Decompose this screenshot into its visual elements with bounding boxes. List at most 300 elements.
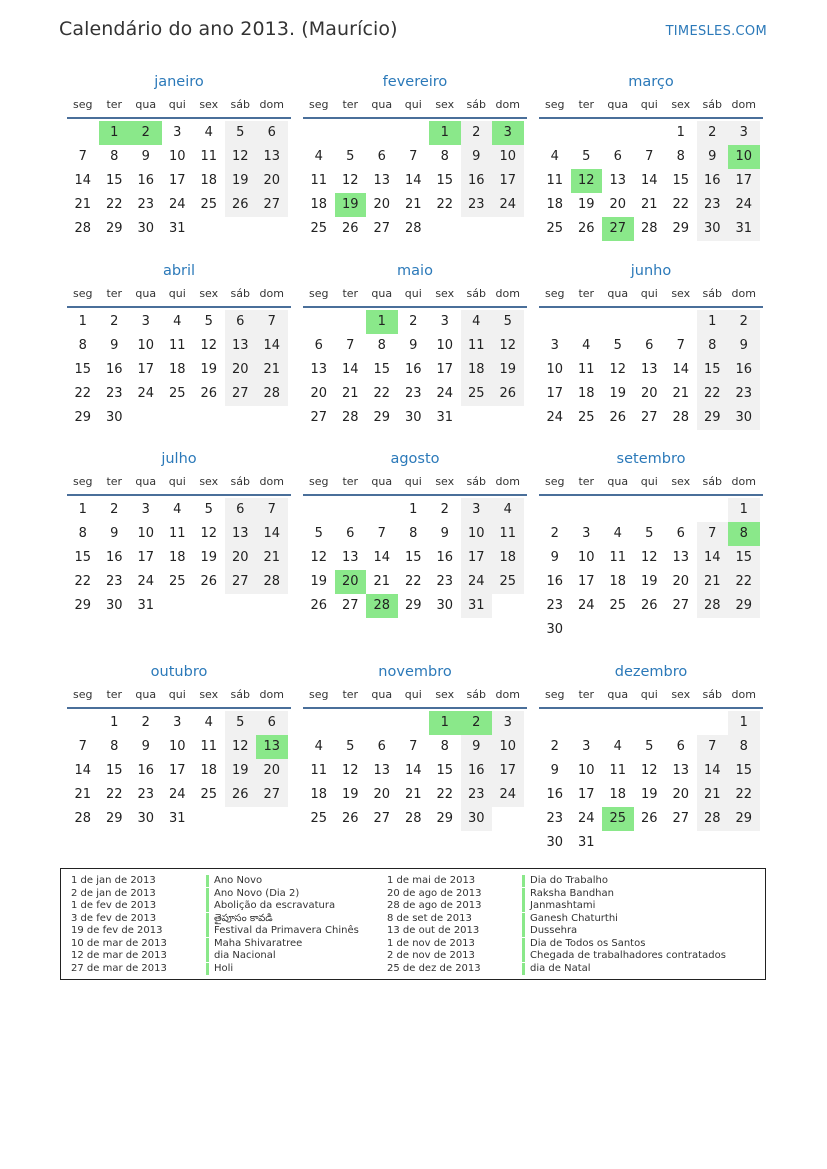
day-cell: 8	[377, 338, 386, 353]
holiday-marker	[206, 963, 209, 975]
holiday-marker	[206, 875, 209, 887]
weekday-label: sex	[435, 287, 455, 300]
day-cell: 3	[582, 739, 591, 754]
empty-day-cell	[634, 498, 666, 522]
day-cell: 4	[582, 338, 591, 353]
legend-holiday-name: Dia do Trabalho	[530, 875, 609, 886]
legend-item	[387, 875, 726, 888]
day-cell: 22	[436, 197, 454, 212]
day-cell: 3	[173, 125, 182, 140]
empty-day-cell	[67, 711, 99, 735]
holiday-day-cell: 3	[492, 121, 524, 145]
day-cell: 8	[440, 149, 449, 164]
day-cell: 9	[141, 739, 150, 754]
day-cell: 2	[440, 502, 449, 517]
empty-day-cell	[256, 217, 288, 241]
month-name: janeiro	[154, 74, 204, 90]
day-cell: 24	[728, 193, 760, 217]
weekday-label: qui	[168, 98, 186, 111]
weekday-label: qua	[135, 287, 157, 300]
weekday-label: sex	[671, 475, 691, 488]
day-cell: 14	[256, 334, 288, 358]
week-row	[67, 522, 291, 546]
weekday-label: dom	[495, 475, 520, 488]
holiday-day-cell: 28	[366, 594, 398, 618]
day-cell: 30	[728, 406, 760, 430]
day-cell: 20	[225, 546, 257, 570]
legend-holiday-name: Ano Novo (Dia 2)	[214, 887, 300, 899]
empty-day-cell	[539, 310, 571, 334]
day-cell: 26	[225, 193, 257, 217]
holiday-day-cell: 10	[728, 145, 760, 169]
week-row	[539, 831, 763, 855]
day-cell: 31	[461, 594, 493, 618]
day-cell: 19	[609, 386, 627, 401]
day-cell: 21	[256, 546, 288, 570]
empty-day-cell	[634, 310, 666, 334]
day-cell: 25	[200, 197, 218, 212]
day-cell: 29	[105, 811, 123, 826]
weekday-header	[67, 473, 291, 496]
day-cell: 22	[105, 197, 123, 212]
empty-day-cell	[571, 618, 603, 642]
day-cell: 18	[310, 787, 328, 802]
weekday-header	[67, 96, 291, 119]
holiday-day-cell: 2	[130, 121, 162, 145]
empty-day-cell	[602, 310, 634, 334]
week-row	[539, 169, 763, 193]
holiday-day-cell: 12	[571, 169, 603, 193]
day-cell: 17	[461, 546, 493, 570]
legend-item	[387, 913, 726, 926]
day-cell: 12	[609, 362, 627, 377]
legend-item	[71, 900, 359, 913]
weekday-label: qua	[607, 287, 629, 300]
week-row	[303, 382, 527, 406]
week-row	[303, 783, 527, 807]
day-cell: 9	[461, 145, 493, 169]
day-cell: 13	[640, 362, 658, 377]
day-cell: 13	[609, 173, 627, 188]
week-row	[67, 783, 291, 807]
day-cell: 28	[404, 221, 422, 236]
week-row	[303, 145, 527, 169]
holiday-day-cell: 27	[602, 217, 634, 241]
holiday-legend	[60, 868, 766, 980]
empty-day-cell	[665, 711, 697, 735]
holiday-marker	[522, 963, 525, 975]
week-row	[539, 618, 763, 642]
day-cell: 26	[492, 382, 524, 406]
week-row	[67, 546, 291, 570]
weekday-label: ter	[578, 688, 595, 701]
holiday-marker	[522, 888, 525, 900]
legend-date: 19 de fev de 2013	[71, 925, 163, 936]
week-row	[303, 358, 527, 382]
weekday-label: qua	[135, 688, 157, 701]
legend-holiday-name: Janmashtami	[530, 900, 596, 911]
day-cell: 15	[697, 358, 729, 382]
day-cell: 13	[310, 362, 328, 377]
week-row	[539, 807, 763, 831]
legend-item	[71, 950, 359, 963]
day-cell: 17	[436, 362, 454, 377]
day-cell: 15	[74, 550, 92, 565]
day-cell: 30	[546, 835, 564, 850]
day-cell: 11	[168, 526, 186, 541]
day-cell: 21	[74, 197, 92, 212]
day-cell: 1	[728, 498, 760, 522]
empty-day-cell	[665, 618, 697, 642]
day-cell: 27	[310, 410, 328, 425]
empty-day-cell	[665, 831, 697, 855]
empty-day-cell	[193, 217, 225, 241]
day-cell: 27	[256, 783, 288, 807]
empty-day-cell	[225, 406, 257, 430]
weekday-label: ter	[106, 98, 123, 111]
day-cell: 19	[225, 759, 257, 783]
day-cell: 7	[346, 338, 355, 353]
day-cell: 9	[141, 149, 150, 164]
empty-day-cell	[303, 121, 335, 145]
day-cell: 20	[609, 197, 627, 212]
day-cell: 20	[373, 197, 391, 212]
holiday-marker	[522, 913, 525, 925]
day-cell: 13	[256, 145, 288, 169]
day-cell: 18	[310, 197, 328, 212]
weekday-header	[539, 686, 763, 709]
weekday-label: qua	[371, 688, 393, 701]
empty-day-cell	[728, 618, 760, 642]
legend-holiday-name: తైపూసం కావడి	[214, 912, 273, 924]
day-cell: 30	[697, 217, 729, 241]
day-cell: 3	[492, 711, 524, 735]
day-cell: 29	[728, 807, 760, 831]
weekday-label: seg	[73, 688, 93, 701]
weekday-label: ter	[578, 98, 595, 111]
weekday-label: ter	[106, 287, 123, 300]
day-cell: 29	[404, 598, 422, 613]
month-name: setembro	[616, 451, 686, 467]
legend-date: 1 de mai de 2013	[387, 875, 476, 886]
day-cell: 2	[110, 502, 119, 517]
day-cell: 28	[256, 382, 288, 406]
weekday-label: ter	[106, 475, 123, 488]
day-cell: 13	[341, 550, 359, 565]
month-outubro	[67, 658, 291, 831]
day-cell: 22	[672, 197, 690, 212]
weekday-label: qui	[168, 287, 186, 300]
day-cell: 15	[436, 173, 454, 188]
legend-item	[387, 925, 726, 938]
legend-holiday-name: dia de Natal	[530, 962, 591, 974]
day-cell: 4	[492, 498, 524, 522]
day-cell: 17	[137, 362, 155, 377]
month-fevereiro	[303, 68, 527, 241]
legend-holiday-name: Festival da Primavera Chinês	[214, 925, 359, 936]
holiday-marker	[522, 875, 525, 887]
day-cell: 16	[137, 763, 155, 778]
day-cell: 12	[200, 338, 218, 353]
day-cell: 26	[310, 598, 328, 613]
day-cell: 19	[577, 197, 595, 212]
week-row	[539, 783, 763, 807]
day-cell: 25	[168, 386, 186, 401]
month-julho	[67, 445, 291, 618]
day-cell: 21	[256, 358, 288, 382]
day-cell: 12	[640, 763, 658, 778]
day-cell: 27	[225, 570, 257, 594]
week-row	[303, 735, 527, 759]
day-cell: 5	[582, 149, 591, 164]
day-cell: 25	[546, 221, 564, 236]
legend-column-left	[71, 875, 359, 975]
empty-day-cell	[193, 594, 225, 618]
month-name: maio	[397, 263, 433, 279]
week-row	[539, 759, 763, 783]
week-row	[303, 193, 527, 217]
day-cell: 15	[105, 763, 123, 778]
legend-column-right	[387, 875, 726, 975]
day-cell: 22	[697, 382, 729, 406]
day-cell: 28	[640, 221, 658, 236]
day-cell: 16	[728, 358, 760, 382]
day-cell: 28	[672, 410, 690, 425]
holiday-day-cell: 20	[335, 570, 367, 594]
day-cell: 31	[168, 221, 186, 236]
day-cell: 18	[461, 358, 493, 382]
day-cell: 19	[225, 169, 257, 193]
day-cell: 1	[409, 502, 418, 517]
day-cell: 15	[728, 759, 760, 783]
day-cell: 29	[436, 811, 454, 826]
holiday-day-cell: 1	[366, 310, 398, 334]
day-cell: 23	[137, 197, 155, 212]
holiday-day-cell: 25	[602, 807, 634, 831]
week-row	[303, 310, 527, 334]
empty-day-cell	[366, 121, 398, 145]
holiday-day-cell: 1	[99, 121, 131, 145]
empty-day-cell	[665, 498, 697, 522]
legend-holiday-name: Chegada de trabalhadores contratados	[530, 950, 726, 961]
month-abril	[67, 257, 291, 430]
day-cell: 15	[728, 546, 760, 570]
day-cell: 19	[200, 362, 218, 377]
week-row	[67, 711, 291, 735]
day-cell: 23	[137, 787, 155, 802]
week-row	[67, 217, 291, 241]
day-cell: 15	[672, 173, 690, 188]
week-row	[539, 334, 763, 358]
day-cell: 26	[200, 386, 218, 401]
weekday-label: qui	[404, 688, 422, 701]
weekday-header	[67, 686, 291, 709]
day-cell: 23	[461, 193, 493, 217]
weekday-label: qui	[404, 98, 422, 111]
weekday-label: qui	[640, 98, 658, 111]
week-row	[539, 711, 763, 735]
day-cell: 29	[697, 406, 729, 430]
weekday-label: qui	[640, 688, 658, 701]
weekday-label: sáb	[702, 475, 722, 488]
day-cell: 14	[373, 550, 391, 565]
day-cell: 12	[310, 550, 328, 565]
legend-item	[71, 888, 359, 901]
weekday-label: seg	[309, 688, 329, 701]
day-cell: 29	[672, 221, 690, 236]
day-cell: 17	[492, 169, 524, 193]
day-cell: 14	[74, 763, 92, 778]
day-cell: 6	[225, 310, 257, 334]
day-cell: 6	[314, 338, 323, 353]
brand-link[interactable]: TIMESLES.COM	[665, 24, 767, 39]
weekday-label: ter	[578, 287, 595, 300]
legend-date: 2 de jan de 2013	[71, 887, 156, 899]
day-cell: 28	[256, 570, 288, 594]
day-cell: 23	[728, 382, 760, 406]
day-cell: 13	[225, 334, 257, 358]
weekday-label: sáb	[230, 475, 250, 488]
day-cell: 7	[78, 149, 87, 164]
weekday-label: seg	[545, 98, 565, 111]
day-cell: 11	[310, 763, 328, 778]
day-cell: 17	[546, 386, 564, 401]
week-row	[303, 807, 527, 831]
weekday-header	[303, 473, 527, 496]
day-cell: 16	[697, 169, 729, 193]
day-cell: 31	[577, 835, 595, 850]
empty-day-cell	[539, 498, 571, 522]
weekday-header	[67, 285, 291, 308]
empty-day-cell	[697, 831, 729, 855]
week-row	[67, 406, 291, 430]
legend-date: 13 de out de 2013	[387, 925, 480, 936]
day-cell: 14	[640, 173, 658, 188]
weekday-label: dom	[259, 287, 284, 300]
week-row	[303, 594, 527, 618]
day-cell: 5	[204, 314, 213, 329]
week-row	[67, 169, 291, 193]
day-cell: 20	[225, 358, 257, 382]
day-cell: 7	[697, 522, 729, 546]
day-cell: 29	[74, 598, 92, 613]
legend-date: 1 de fev de 2013	[71, 900, 157, 911]
day-cell: 30	[404, 410, 422, 425]
day-cell: 16	[546, 787, 564, 802]
weekday-header	[303, 285, 527, 308]
day-cell: 30	[546, 622, 564, 637]
day-cell: 4	[173, 502, 182, 517]
empty-day-cell	[539, 711, 571, 735]
legend-holiday-name: Raksha Bandhan	[530, 887, 614, 899]
day-cell: 18	[200, 173, 218, 188]
day-cell: 1	[110, 715, 119, 730]
week-row	[67, 498, 291, 522]
week-row	[303, 498, 527, 522]
month-janeiro	[67, 68, 291, 241]
week-row	[303, 711, 527, 735]
empty-day-cell	[225, 217, 257, 241]
empty-day-cell	[225, 807, 257, 831]
day-cell: 18	[546, 197, 564, 212]
day-cell: 8	[676, 149, 685, 164]
empty-day-cell	[193, 406, 225, 430]
day-cell: 10	[546, 362, 564, 377]
day-cell: 15	[404, 550, 422, 565]
day-cell: 30	[461, 807, 493, 831]
day-cell: 8	[110, 739, 119, 754]
day-cell: 20	[672, 574, 690, 589]
day-cell: 9	[110, 338, 119, 353]
empty-day-cell	[697, 498, 729, 522]
day-cell: 6	[613, 149, 622, 164]
day-cell: 11	[609, 550, 627, 565]
day-cell: 17	[168, 763, 186, 778]
day-cell: 31	[728, 217, 760, 241]
day-cell: 17	[577, 787, 595, 802]
day-cell: 2	[550, 526, 559, 541]
day-cell: 2	[550, 739, 559, 754]
day-cell: 15	[74, 362, 92, 377]
weekday-label: dom	[731, 475, 756, 488]
empty-day-cell	[162, 594, 194, 618]
day-cell: 2	[728, 310, 760, 334]
day-cell: 20	[256, 759, 288, 783]
day-cell: 21	[341, 386, 359, 401]
day-cell: 5	[492, 310, 524, 334]
weekday-label: seg	[309, 98, 329, 111]
week-row	[539, 406, 763, 430]
holiday-marker	[206, 925, 209, 937]
day-cell: 4	[613, 739, 622, 754]
weekday-header	[539, 96, 763, 119]
weekday-label: sex	[671, 98, 691, 111]
weekday-label: qua	[371, 287, 393, 300]
legend-date: 28 de ago de 2013	[387, 900, 482, 911]
weekday-label: sex	[671, 688, 691, 701]
empty-day-cell	[728, 831, 760, 855]
day-cell: 11	[577, 362, 595, 377]
holiday-day-cell: 1	[429, 711, 461, 735]
month-março	[539, 68, 763, 241]
day-cell: 16	[461, 169, 493, 193]
day-cell: 6	[346, 526, 355, 541]
week-row	[67, 358, 291, 382]
month-name: outubro	[150, 664, 208, 680]
day-cell: 10	[436, 338, 454, 353]
weekday-label: sex	[199, 287, 219, 300]
week-row	[539, 522, 763, 546]
weekday-label: qui	[168, 688, 186, 701]
legend-holiday-name: Ano Novo	[214, 875, 263, 886]
day-cell: 31	[137, 598, 155, 613]
weekday-label: dom	[495, 688, 520, 701]
weekday-label: sex	[435, 98, 455, 111]
month-junho	[539, 257, 763, 430]
day-cell: 15	[436, 763, 454, 778]
day-cell: 2	[697, 121, 729, 145]
weekday-label: sáb	[466, 98, 486, 111]
empty-day-cell	[335, 498, 367, 522]
day-cell: 18	[168, 362, 186, 377]
day-cell: 17	[728, 169, 760, 193]
day-cell: 18	[609, 787, 627, 802]
weekday-label: ter	[578, 475, 595, 488]
day-cell: 28	[404, 811, 422, 826]
day-cell: 3	[440, 314, 449, 329]
day-cell: 24	[492, 783, 524, 807]
legend-item	[387, 963, 726, 976]
